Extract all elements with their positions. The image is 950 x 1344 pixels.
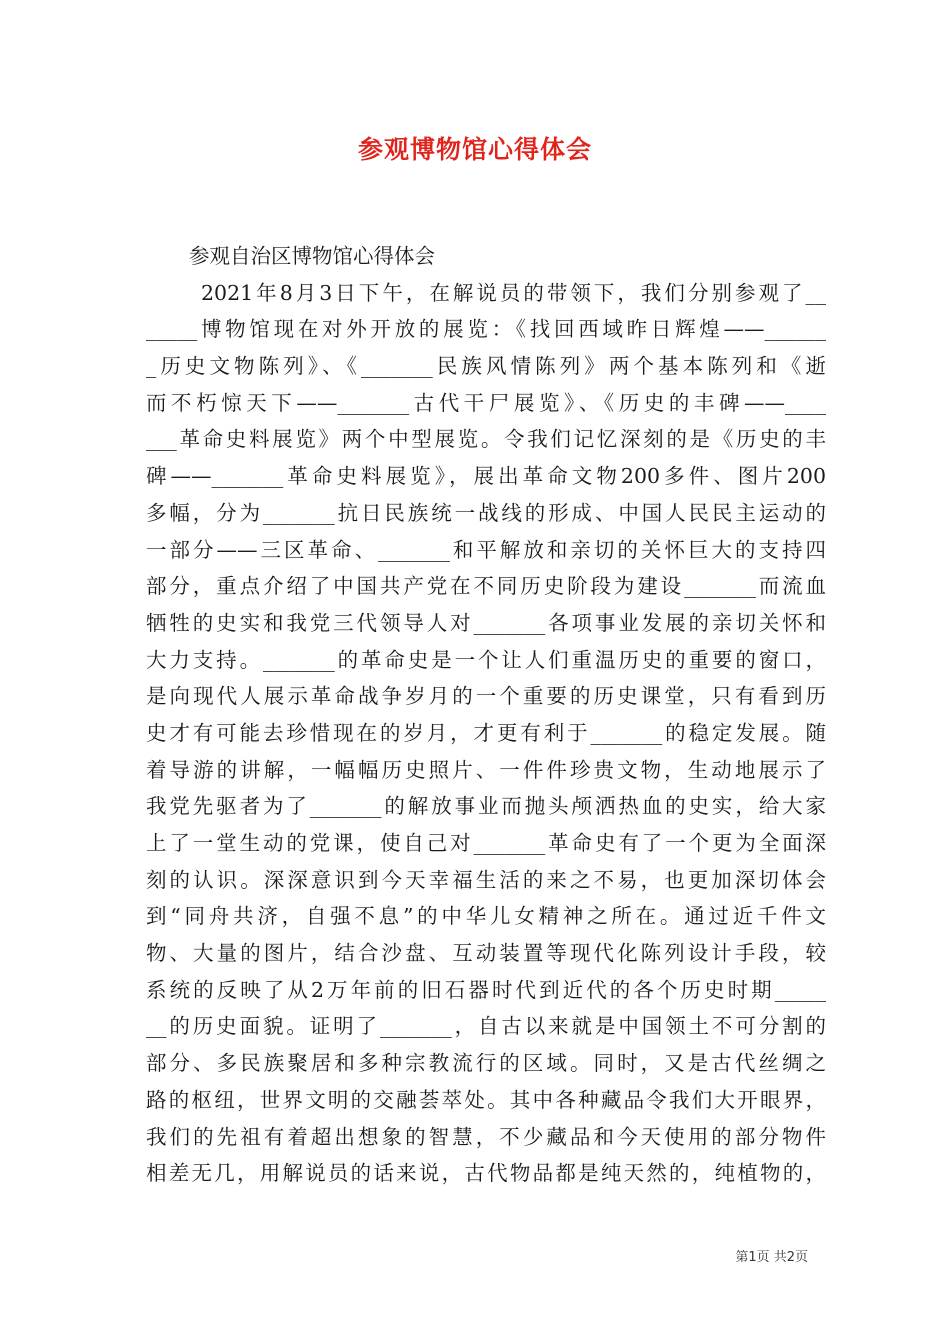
paragraph-line: _____博物馆现在对外开放的展览：《找回西域昨日辉煌——______ [146, 317, 826, 342]
paragraph-line: 大力支持。_______的革命史是一个让人们重温历史的重要的窗口， [146, 647, 826, 672]
paragraph-line: 牺牲的史实和我党三代领导人对_______各项事业发展的亲切关怀和 [146, 610, 826, 635]
paragraph-line: 物、大量的图片，结合沙盘、互动装置等现代化陈列设计手段，较 [146, 941, 826, 966]
paragraph-line: 相差无几，用解说员的话来说，古代物品都是纯天然的，纯植物的， [146, 1161, 826, 1186]
paragraph-line: 到“同舟共济，自强不息”的中华儿女精神之所在。通过近千件文 [146, 904, 826, 929]
paragraph-line: 路的枢纽，世界文明的交融荟萃处。其中各种藏品令我们大开眼界， [146, 1087, 826, 1112]
paragraph-line: 我们的先祖有着超出想象的智慧，不少藏品和今天使用的部分物件 [146, 1124, 826, 1149]
document-title: 参观博物馆心得体会 [357, 135, 592, 164]
subtitle-line: 参观自治区博物馆心得体会 [189, 244, 435, 268]
paragraph-line: 部分，重点介绍了中国共产党在不同历史阶段为建设_______而流血 [146, 574, 826, 599]
paragraph-line: 刻的认识。深深意识到今天幸福生活的来之不易，也更加深切体会 [146, 867, 826, 892]
paragraph-line: __的历史面貌。证明了_______，自古以来就是中国领土不可分割的 [146, 1014, 826, 1039]
paragraph-line: 而不朽惊天下——_______古代干尸展览》、《历史的丰碑——____ [146, 390, 826, 415]
paragraph-line: 系统的反映了从2万年前的旧石器时代到近代的各个历史时期_____ [146, 977, 826, 1002]
paragraph-line: 史才有可能去珍惜现在的岁月，才更有利于_______的稳定发展。随 [146, 720, 826, 745]
document-body [146, 238, 826, 1192]
paragraph-line: 多幅，分为_______抗日民族统一战线的形成、中国人民民主运动的 [146, 500, 826, 525]
paragraph-line: 部分、多民族聚居和多种宗教流行的区域。同时，又是古代丝绸之 [146, 1051, 826, 1076]
paragraph-line: ___革命史料展览》两个中型展览。令我们记忆深刻的是《历史的丰 [146, 427, 826, 452]
paragraph-line: 碑——_______革命史料展览》，展出革命文物200多件、图片200 [146, 464, 826, 489]
paragraph-line: 一部分——三区革命、_______和平解放和亲切的关怀巨大的支持四 [146, 537, 826, 562]
paragraph-line: _历史文物陈列》、《_______民族风情陈列》两个基本陈列和《逝 [146, 354, 826, 379]
paragraph-line: 是向现代人展示革命战争岁月的一个重要的历史课堂，只有看到历 [146, 684, 826, 709]
paragraph-line: 上了一堂生动的党课，使自己对_______革命史有了一个更为全面深 [146, 831, 826, 855]
paragraph-line: 2021年8月3日下午，在解说员的带领下，我们分别参观了__ [201, 280, 826, 305]
page-number: 第1页 共2页 [735, 1250, 808, 1265]
paragraph-line: 着导游的讲解，一幅幅历史照片、一件件珍贵文物，生动地展示了 [146, 757, 826, 782]
paragraph-line: 我党先驱者为了_______的解放事业而抛头颅洒热血的史实，给大家 [146, 794, 826, 819]
